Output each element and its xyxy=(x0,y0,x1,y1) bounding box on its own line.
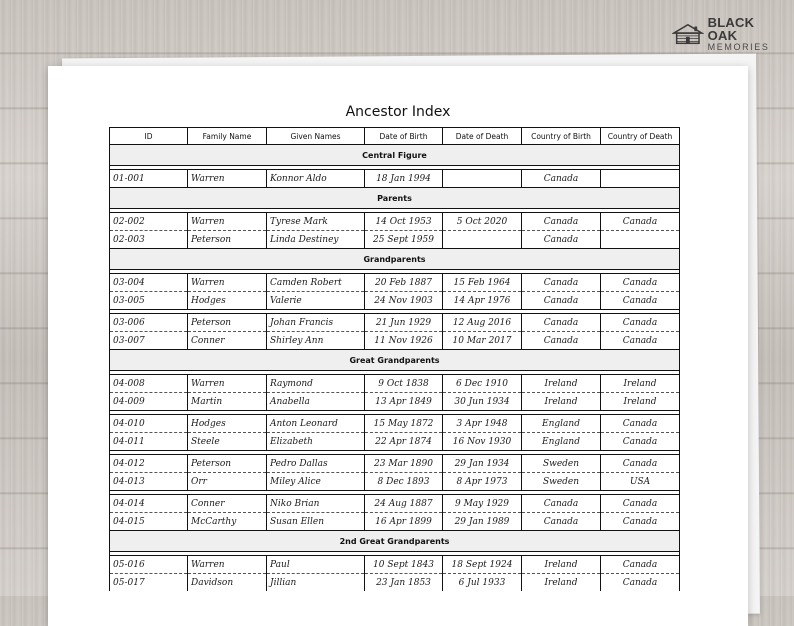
cell-date-of-death: 9 May 1929 xyxy=(443,495,522,513)
table-row xyxy=(110,292,680,310)
cell-country-of-death: Canada xyxy=(601,495,680,513)
cell-family-name: Warren xyxy=(188,375,267,393)
cell-country-of-birth: Sweden xyxy=(522,473,601,491)
table-row xyxy=(110,274,680,292)
brand-subtitle: MEMORIES xyxy=(707,42,770,52)
table-row xyxy=(110,415,680,433)
cell-family-name: Warren xyxy=(188,556,267,574)
cell-given-names: Konnor Aldo xyxy=(267,170,365,188)
cell-given-names: Pedro Dallas xyxy=(267,455,365,473)
table-row xyxy=(110,393,680,411)
table-row xyxy=(110,556,680,574)
cell-country-of-death: Canada xyxy=(601,415,680,433)
column-header-date-of-death: Date of Death xyxy=(443,128,522,145)
cell-id: 02-002 xyxy=(110,213,188,231)
cell-country-of-death: Canada xyxy=(601,332,680,350)
cell-id: 04-008 xyxy=(110,375,188,393)
ancestor-table xyxy=(109,127,680,591)
table-row xyxy=(110,513,680,531)
table-row xyxy=(110,495,680,513)
cell-date-of-birth: 23 Mar 1890 xyxy=(365,455,443,473)
section-row xyxy=(110,531,680,552)
cell-date-of-birth: 21 Jun 1929 xyxy=(365,314,443,332)
cell-country-of-birth: Sweden xyxy=(522,455,601,473)
cell-country-of-birth: Canada xyxy=(522,314,601,332)
column-header-country-of-birth: Country of Birth xyxy=(522,128,601,145)
table-row xyxy=(110,455,680,473)
cell-country-of-birth: Ireland xyxy=(522,375,601,393)
section-title: Great Grandparents xyxy=(110,350,680,371)
cell-given-names: Shirley Ann xyxy=(267,332,365,350)
cell-date-of-death: 8 Apr 1973 xyxy=(443,473,522,491)
table-row xyxy=(110,170,680,188)
cell-given-names: Elizabeth xyxy=(267,433,365,451)
cell-id: 03-005 xyxy=(110,292,188,310)
cell-id: 04-014 xyxy=(110,495,188,513)
brand-name: BLACK OAK xyxy=(707,15,755,43)
cell-date-of-death: 29 Jan 1989 xyxy=(443,513,522,531)
cell-date-of-birth: 25 Sept 1959 xyxy=(365,231,443,249)
cell-family-name: Warren xyxy=(188,170,267,188)
cell-id: 03-006 xyxy=(110,314,188,332)
cell-id: 05-016 xyxy=(110,556,188,574)
table-row xyxy=(110,473,680,491)
cell-given-names: Niko Brian xyxy=(267,495,365,513)
section-title: Central Figure xyxy=(110,145,680,166)
section-title: 2nd Great Grandparents xyxy=(110,531,680,552)
house-icon xyxy=(672,21,704,47)
cell-date-of-birth: 20 Feb 1887 xyxy=(365,274,443,292)
cell-country-of-death: Ireland xyxy=(601,393,680,411)
brand-text xyxy=(708,16,782,52)
cell-date-of-death: 29 Jan 1934 xyxy=(443,455,522,473)
cell-given-names: Raymond xyxy=(267,375,365,393)
page-title: Ancestor Index xyxy=(345,104,451,120)
cell-country-of-death: Canada xyxy=(601,292,680,310)
cell-id: 04-011 xyxy=(110,433,188,451)
table-body xyxy=(110,145,680,592)
cell-given-names: Camden Robert xyxy=(267,274,365,292)
cell-date-of-death: 12 Aug 2016 xyxy=(443,314,522,332)
cell-country-of-birth: Canada xyxy=(522,292,601,310)
column-header-family-name: Family Name xyxy=(188,128,267,145)
cell-date-of-death: 6 Dec 1910 xyxy=(443,375,522,393)
cell-family-name: Hodges xyxy=(188,415,267,433)
cell-given-names: Johan Francis xyxy=(267,314,365,332)
cell-date-of-birth: 22 Apr 1874 xyxy=(365,433,443,451)
column-header-id: ID xyxy=(110,128,188,145)
cell-country-of-death xyxy=(601,170,680,188)
cell-family-name: Peterson xyxy=(188,314,267,332)
cell-country-of-death: Canada xyxy=(601,433,680,451)
cell-date-of-death: 18 Sept 1924 xyxy=(443,556,522,574)
cell-given-names: Linda Destiney xyxy=(267,231,365,249)
cell-country-of-death: Canada xyxy=(601,274,680,292)
cell-family-name: Warren xyxy=(188,274,267,292)
cell-id: 04-012 xyxy=(110,455,188,473)
cell-country-of-death: Canada xyxy=(601,455,680,473)
cell-date-of-birth: 24 Nov 1903 xyxy=(365,292,443,310)
cell-family-name: Steele xyxy=(188,433,267,451)
table-row xyxy=(110,332,680,350)
brand-logo xyxy=(672,15,782,52)
cell-date-of-birth: 10 Sept 1843 xyxy=(365,556,443,574)
cell-country-of-death: Canada xyxy=(601,513,680,531)
cell-family-name: Conner xyxy=(188,495,267,513)
table-row xyxy=(110,231,680,249)
table-row xyxy=(110,574,680,592)
cell-id: 01-001 xyxy=(110,170,188,188)
cell-family-name: Orr xyxy=(188,473,267,491)
column-header-given-names: Given Names xyxy=(267,128,365,145)
cell-family-name: Peterson xyxy=(188,231,267,249)
cell-date-of-birth: 24 Aug 1887 xyxy=(365,495,443,513)
cell-given-names: Susan Ellen xyxy=(267,513,365,531)
section-row xyxy=(110,145,680,166)
table-row xyxy=(110,314,680,332)
cell-country-of-birth: England xyxy=(522,433,601,451)
cell-date-of-birth: 23 Jan 1853 xyxy=(365,574,443,592)
cell-given-names: Valerie xyxy=(267,292,365,310)
cell-date-of-death: 6 Jul 1933 xyxy=(443,574,522,592)
paper-sheet xyxy=(48,66,748,626)
table-row xyxy=(110,375,680,393)
cell-family-name: Martin xyxy=(188,393,267,411)
cell-country-of-death: Canada xyxy=(601,556,680,574)
cell-date-of-birth: 11 Nov 1926 xyxy=(365,332,443,350)
cell-country-of-death: Canada xyxy=(601,314,680,332)
section-row xyxy=(110,188,680,209)
cell-country-of-death: Canada xyxy=(601,574,680,592)
cell-country-of-birth: Canada xyxy=(522,513,601,531)
cell-date-of-death: 5 Oct 2020 xyxy=(443,213,522,231)
cell-country-of-birth: Canada xyxy=(522,213,601,231)
cell-date-of-death: 15 Feb 1964 xyxy=(443,274,522,292)
cell-date-of-birth: 15 May 1872 xyxy=(365,415,443,433)
cell-id: 03-007 xyxy=(110,332,188,350)
cell-country-of-birth: England xyxy=(522,415,601,433)
cell-country-of-birth: Ireland xyxy=(522,393,601,411)
cell-given-names: Anabella xyxy=(267,393,365,411)
cell-country-of-birth: Canada xyxy=(522,274,601,292)
cell-id: 04-009 xyxy=(110,393,188,411)
cell-date-of-birth: 8 Dec 1893 xyxy=(365,473,443,491)
cell-country-of-birth: Canada xyxy=(522,332,601,350)
cell-country-of-death xyxy=(601,231,680,249)
cell-id: 04-010 xyxy=(110,415,188,433)
cell-country-of-birth: Canada xyxy=(522,231,601,249)
cell-given-names: Tyrese Mark xyxy=(267,213,365,231)
table-row xyxy=(110,213,680,231)
cell-date-of-death: 14 Apr 1976 xyxy=(443,292,522,310)
section-row xyxy=(110,249,680,270)
cell-country-of-birth: Ireland xyxy=(522,556,601,574)
section-title: Grandparents xyxy=(110,249,680,270)
cell-date-of-death: 16 Nov 1930 xyxy=(443,433,522,451)
section-title: Parents xyxy=(110,188,680,209)
cell-family-name: McCarthy xyxy=(188,513,267,531)
column-header-country-of-death: Country of Death xyxy=(601,128,680,145)
cell-country-of-birth: Ireland xyxy=(522,574,601,592)
cell-given-names: Jillian xyxy=(267,574,365,592)
section-row xyxy=(110,350,680,371)
cell-family-name: Davidson xyxy=(188,574,267,592)
cell-given-names: Anton Leonard xyxy=(267,415,365,433)
cell-family-name: Hodges xyxy=(188,292,267,310)
cell-date-of-death xyxy=(443,231,522,249)
cell-id: 02-003 xyxy=(110,231,188,249)
cell-date-of-birth: 14 Oct 1953 xyxy=(365,213,443,231)
cell-country-of-death: USA xyxy=(601,473,680,491)
cell-id: 04-013 xyxy=(110,473,188,491)
cell-date-of-death: 10 Mar 2017 xyxy=(443,332,522,350)
cell-country-of-birth: Canada xyxy=(522,495,601,513)
column-header-date-of-birth: Date of Birth xyxy=(365,128,443,145)
cell-country-of-death: Canada xyxy=(601,213,680,231)
cell-family-name: Conner xyxy=(188,332,267,350)
cell-date-of-birth: 13 Apr 1849 xyxy=(365,393,443,411)
cell-date-of-death xyxy=(443,170,522,188)
cell-given-names: Paul xyxy=(267,556,365,574)
cell-family-name: Peterson xyxy=(188,455,267,473)
cell-date-of-death: 30 Jun 1934 xyxy=(443,393,522,411)
cell-date-of-birth: 9 Oct 1838 xyxy=(365,375,443,393)
cell-id: 05-017 xyxy=(110,574,188,592)
cell-date-of-birth: 16 Apr 1899 xyxy=(365,513,443,531)
table-header-row xyxy=(110,128,680,145)
cell-date-of-death: 3 Apr 1948 xyxy=(443,415,522,433)
cell-date-of-birth: 18 Jan 1994 xyxy=(365,170,443,188)
cell-country-of-death: Ireland xyxy=(601,375,680,393)
table-row xyxy=(110,433,680,451)
cell-given-names: Miley Alice xyxy=(267,473,365,491)
cell-country-of-birth: Canada xyxy=(522,170,601,188)
cell-family-name: Warren xyxy=(188,213,267,231)
cell-id: 03-004 xyxy=(110,274,188,292)
cell-id: 04-015 xyxy=(110,513,188,531)
